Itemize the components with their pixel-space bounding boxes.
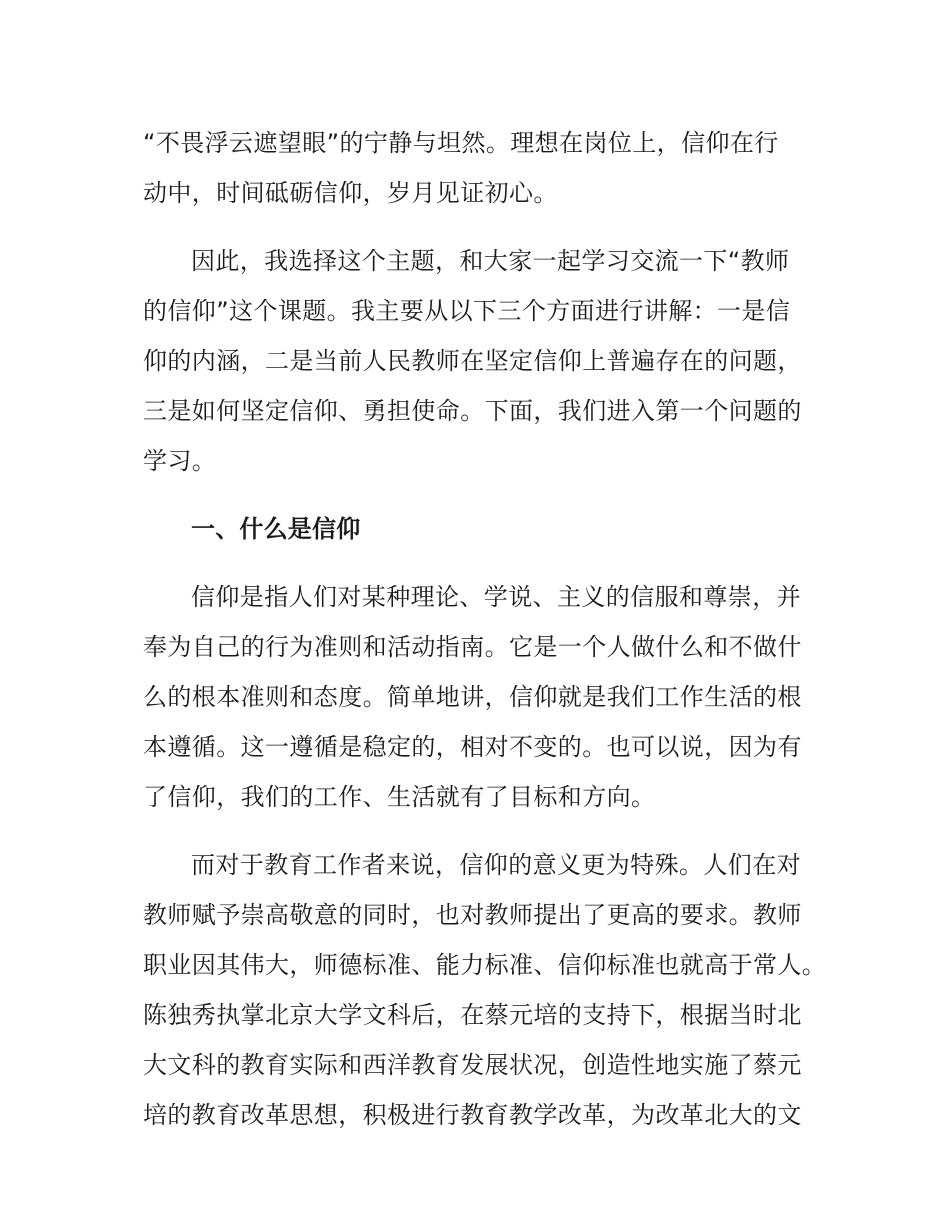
text-line: 培的教育改革思想，积极进行教育教学改革，为改革北大的文: [143, 1101, 802, 1129]
document-body: [143, 118, 833, 1140]
text-line: 的信仰”这个课题。我主要从以下三个方面进行讲解：一是信: [143, 297, 791, 325]
text-line: “不畏浮云遮望眼”的宁静与坦然。理想在岗位上，信仰在行: [143, 129, 779, 157]
section-heading: 一、什么是信仰: [191, 515, 361, 543]
text-line: 动中，时间砥砺信仰，岁月见证初心。: [143, 179, 558, 207]
text-line: 奉为自己的行为准则和活动指南。它是一个人做什么和不做什: [143, 633, 802, 661]
text-line: 教师赋予崇高敬意的同时，也对教师提出了更高的要求。教师: [143, 901, 802, 929]
paragraph: [143, 236, 833, 486]
text-line: 因此，我选择这个主题，和大家一起学习交流一下“教师: [191, 247, 790, 275]
text-line: 本遵循。这一遵循是稳定的，相对不变的。也可以说，因为有: [143, 733, 802, 761]
paragraph: [143, 118, 833, 218]
text-line: 了信仰，我们的工作、生活就有了目标和方向。: [143, 783, 656, 811]
text-line: 么的根本准则和态度。简单地讲，信仰就是我们工作生活的根: [143, 683, 802, 711]
text-line: 陈独秀执掌北京大学文科后，在蔡元培的支持下，根据当时北: [143, 1001, 802, 1029]
paragraph: [143, 840, 833, 1140]
text-line: 信仰是指人们对某种理论、学说、主义的信服和尊崇，并: [191, 583, 801, 611]
text-line: 大文科的教育实际和西洋教育发展状况，创造性地实施了蔡元: [143, 1051, 802, 1079]
text-line: 而对于教育工作者来说，信仰的意义更为特殊。人们在对: [191, 851, 801, 879]
text-line: 学习。: [143, 447, 217, 475]
paragraph: [143, 572, 833, 822]
text-line: 职业因其伟大，师德标准、能力标准、信仰标准也就高于常人。: [143, 951, 827, 979]
text-line: 仰的内涵，二是当前人民教师在坚定信仰上普遍存在的问题，: [143, 347, 802, 375]
text-line: 三是如何坚定信仰、勇担使命。下面，我们进入第一个问题的: [143, 397, 802, 425]
